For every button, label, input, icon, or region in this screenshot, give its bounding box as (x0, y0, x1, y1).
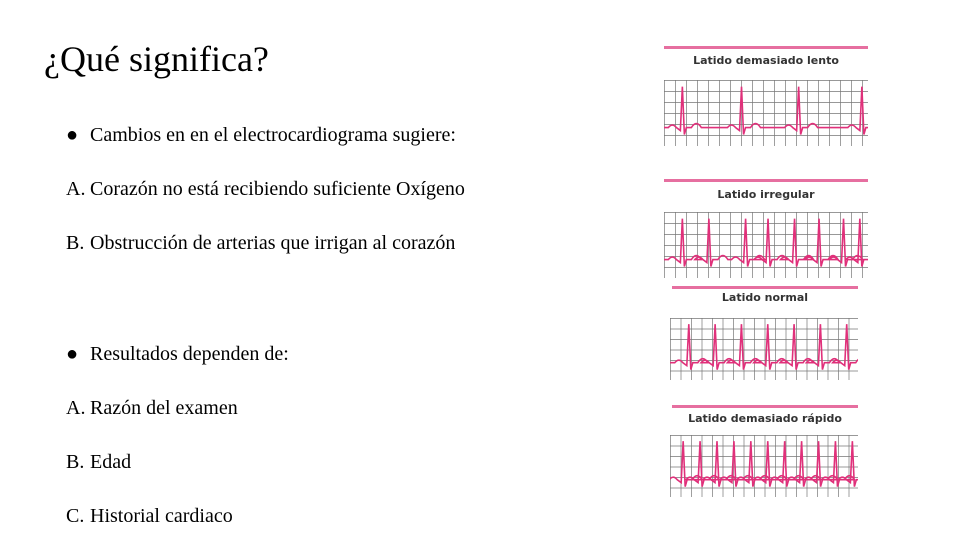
ecg-grid (664, 80, 868, 146)
ecg-topbar (664, 46, 868, 49)
bullet-2: ● Resultados dependen de: (66, 343, 289, 365)
list-item: C. Historial cardiaco (66, 505, 233, 527)
ecg-strip-irregular (664, 212, 868, 278)
list-item: B. Obstrucción de arterias que irrigan al corazón (66, 232, 456, 254)
ecg-topbar (672, 405, 858, 408)
ecg-topbar (664, 179, 868, 182)
ecg-label-irregular: Latido irregular (717, 188, 815, 201)
bullet-dot: ● (66, 124, 79, 146)
list-item: B. Edad (66, 451, 132, 473)
slide-title: ¿Qué significa? (44, 39, 269, 79)
ecg-label-normal: Latido normal (721, 291, 809, 304)
list-item: A. Razón del examen (66, 397, 238, 419)
ecg-trace (670, 324, 858, 369)
bullet-dot: ● (66, 343, 79, 365)
ecg-strip-slow (664, 80, 868, 146)
ecg-strip-fast (670, 435, 858, 497)
bullet-1: ● Cambios en en el electrocardiograma sugiere: (66, 124, 456, 146)
ecg-trace (664, 219, 868, 267)
ecg-trace (670, 441, 858, 486)
ecg-topbar (672, 286, 858, 289)
ecg-trace (664, 87, 868, 135)
ecg-grid (664, 212, 868, 278)
list-item: A. Corazón no está recibiendo suficiente Oxígeno (66, 178, 465, 200)
ecg-grid (670, 318, 858, 380)
ecg-strip-normal (670, 318, 858, 380)
ecg-label-fast: Latido demasiado rápido (688, 412, 842, 425)
ecg-label-slow: Latido demasiado lento (693, 54, 839, 67)
